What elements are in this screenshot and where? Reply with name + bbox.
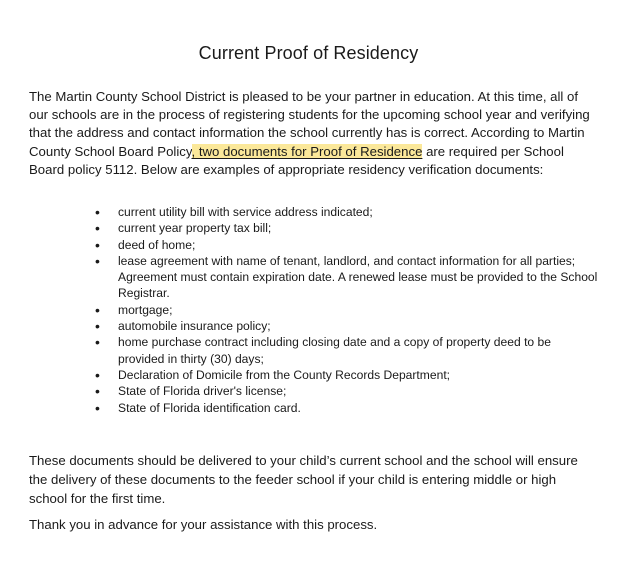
thanks-paragraph: Thank you in advance for your assistance with this process. xyxy=(29,517,378,532)
list-item: • home purchase contract including closing date and a copy of property deed to be provided in thirty (30) days; xyxy=(95,334,600,367)
list-item: • State of Florida driver's license; xyxy=(95,383,600,399)
list-item: • lease agreement with name of tenant, landlord, and contact information for all parties; Agreement must contain expiration date. A renewed lease must be provided to the School Registrar. xyxy=(95,253,600,302)
list-item: • State of Florida identification card. xyxy=(95,400,600,416)
list-item: • current utility bill with service address indicated; xyxy=(95,204,600,220)
closing-paragraph: These documents should be delivered to your child’s current school and the school will ensure the delivery of these documents to the feeder school if your child is entering middle or high school for the first time. xyxy=(29,453,578,506)
list-item: • automobile insurance policy; xyxy=(95,318,600,334)
page-title: Current Proof of Residency xyxy=(198,43,419,63)
list-item: • deed of home; xyxy=(95,237,600,253)
highlighted-requirement: , two documents for Proof of Residence xyxy=(191,143,423,159)
list-item: • current year property tax bill; xyxy=(95,220,600,236)
list-item: • Declaration of Domicile from the County Records Department; xyxy=(95,367,600,383)
intro-paragraph xyxy=(29,88,595,179)
intro-text: The Martin County School District is pleased to be your partner in education. At this time, all of our schools are in the process of registering students for the upcoming school year and verifying that the address and contact information the school currently has is correct. According to Martin County School Board Policy xyxy=(29,89,590,159)
documents-list xyxy=(95,204,600,416)
list-item: • mortgage; xyxy=(95,302,600,318)
intro-text-continued: are required per School Board policy 5112. Below are examples of appropriate residency verification documents: xyxy=(29,143,564,177)
